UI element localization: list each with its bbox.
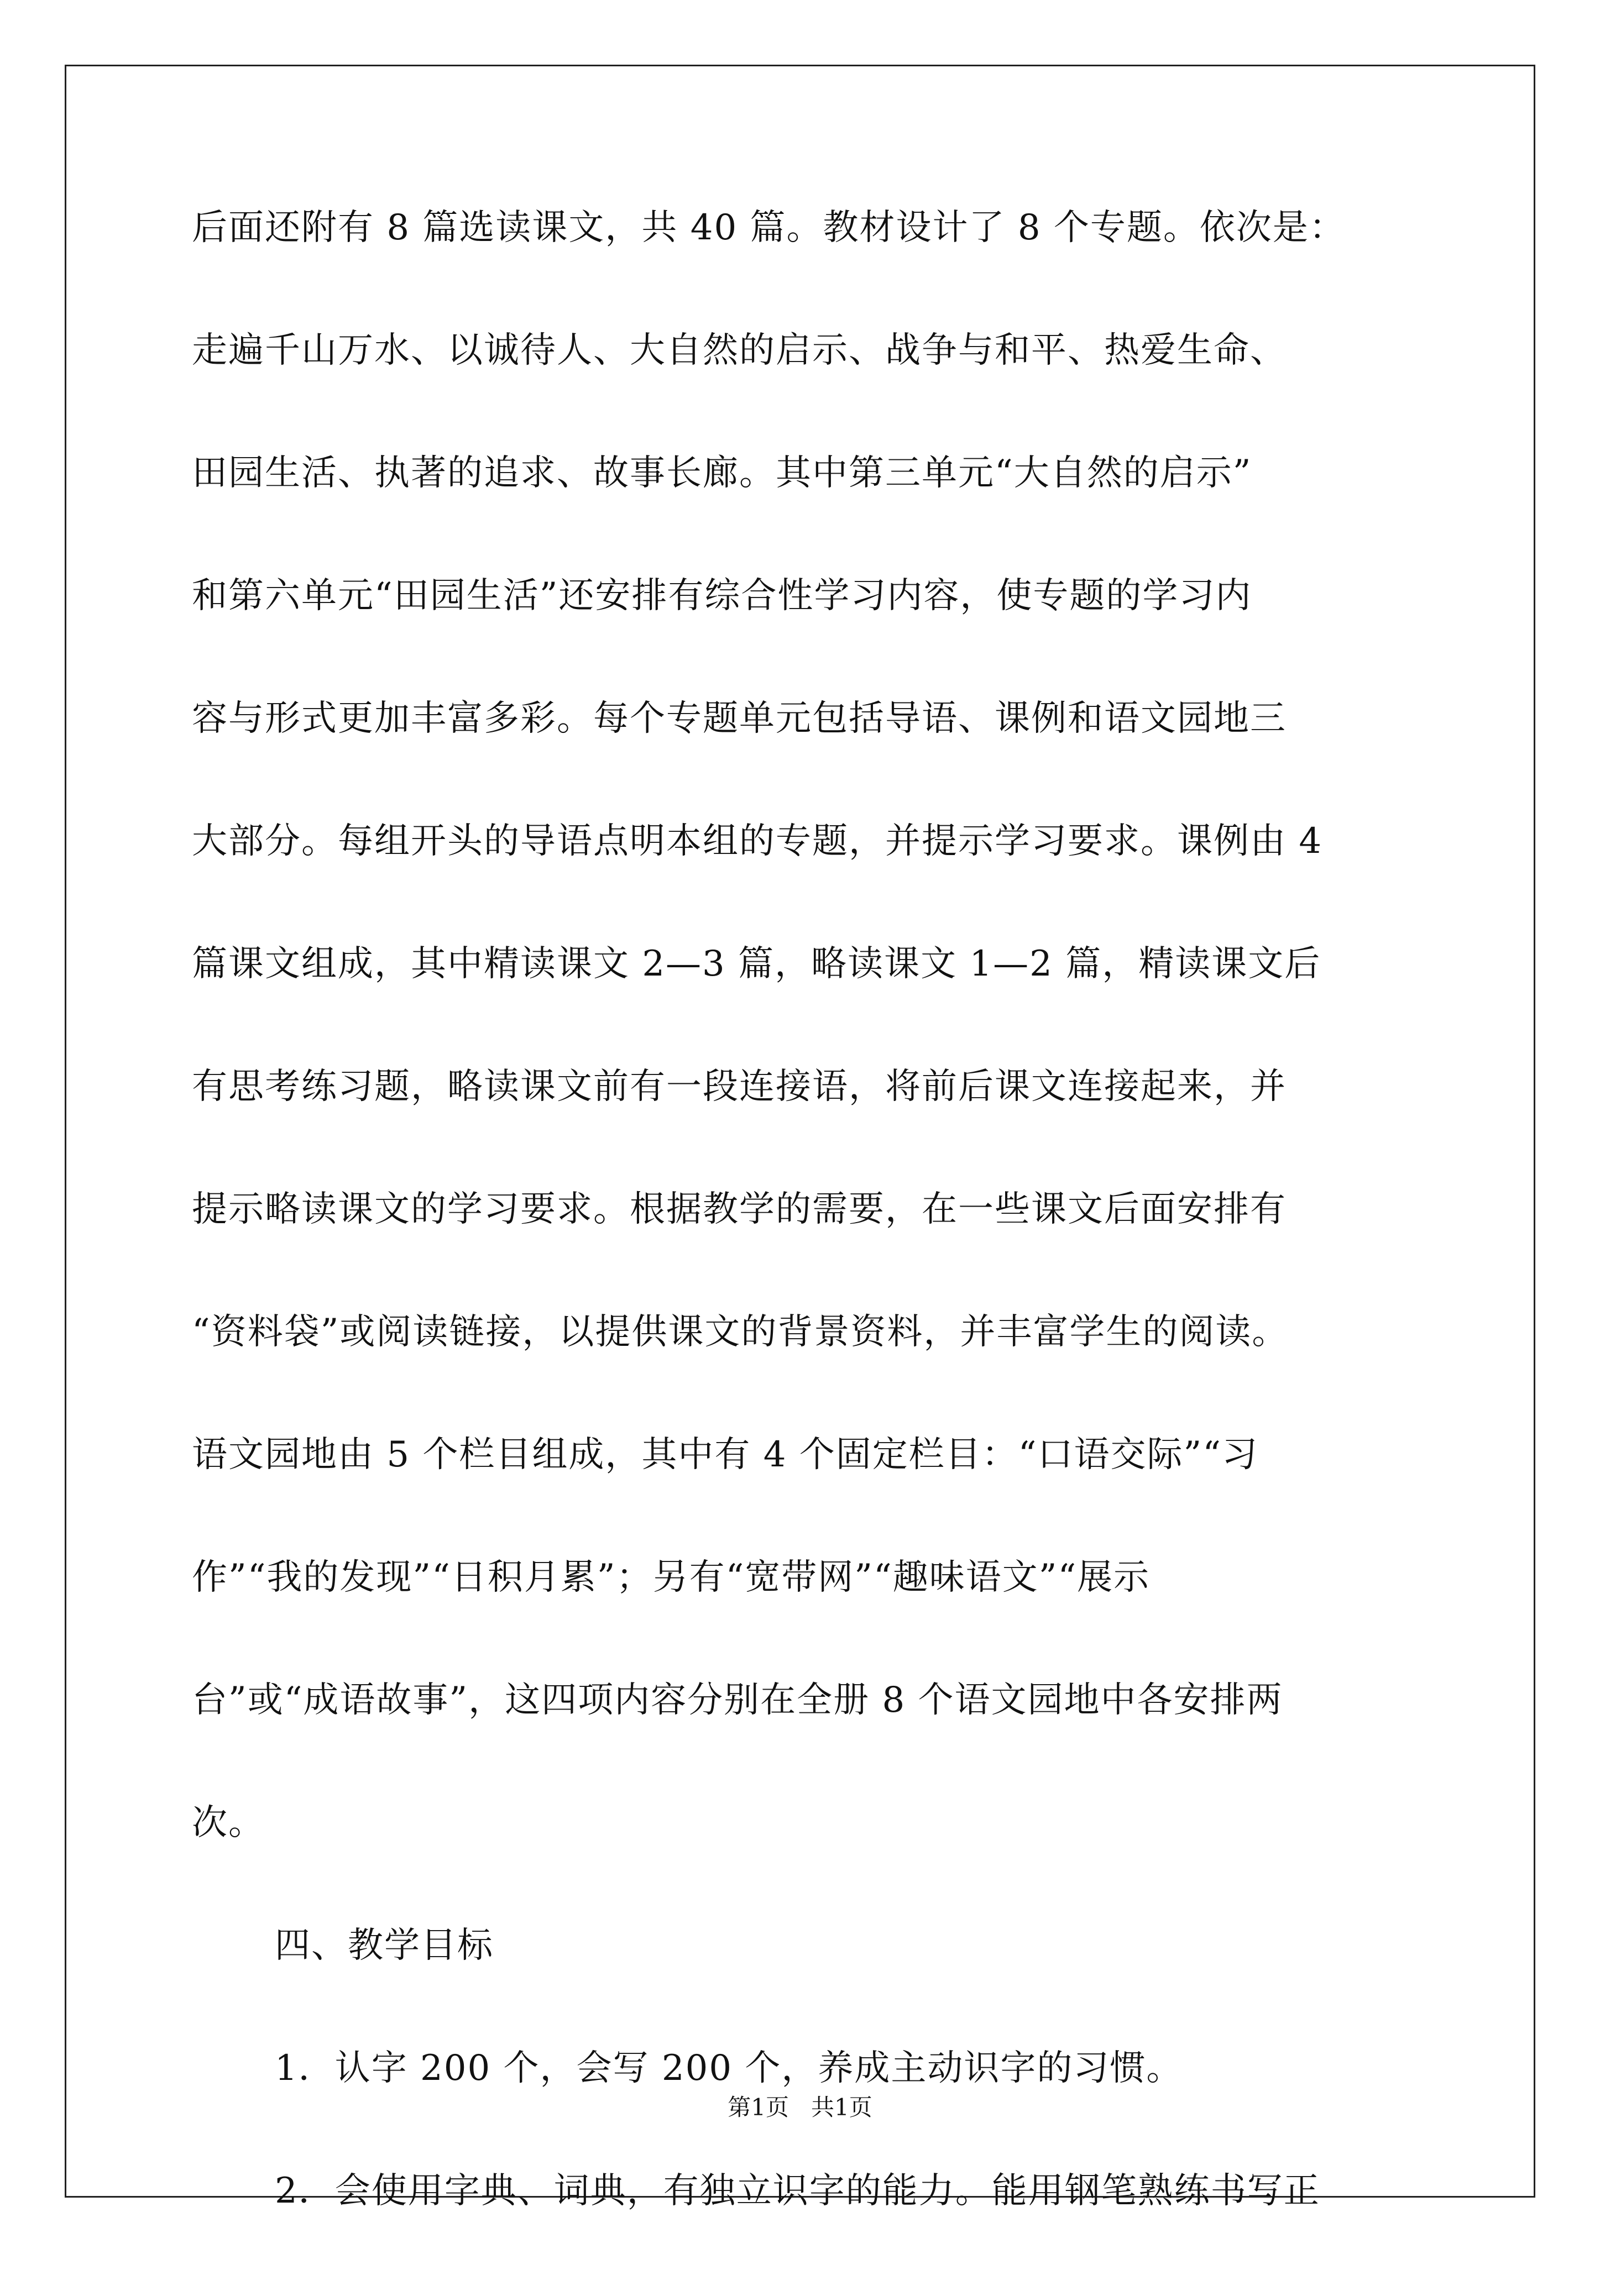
document-body [192, 207, 1425, 2296]
section-heading: 四、教学目标 [275, 1925, 494, 1966]
body-line: 有思考练习题，略读课文前有一段连接语，将前后课文连接起来，并 [192, 1066, 1287, 1107]
body-line: 语文园地由 5 个栏目组成，其中有 4 个固定栏目：“口语交际”“习 [192, 1434, 1258, 1475]
body-line: 篇课文组成，其中精读课文 2—3 篇，略读课文 1—2 篇，精读课文后 [192, 943, 1321, 984]
body-line: 提示略读课文的学习要求。根据教学的需要，在一些课文后面安排有 [192, 1189, 1287, 1230]
list-item: 2．会使用字典、词典，有独立识字的能力。能用钢笔熟练书写正 [275, 2171, 1320, 2211]
body-line: 次。 [192, 1802, 265, 1843]
body-line: 后面还附有 8 篇选读课文，共 40 篇。教材设计了 8 个专题。依次是： [192, 207, 1346, 248]
list-item: 1．认字 200 个，会写 200 个，养成主动识字的习惯。 [275, 2048, 1183, 2089]
page-footer: 第1页 共1页 [728, 2094, 872, 2121]
body-line: 和第六单元“田园生活”还安排有综合性学习内容，使专题的学习内 [192, 575, 1252, 616]
body-line: 台”或“成语故事”，这四项内容分别在全册 8 个语文园地中各安排两 [192, 1680, 1283, 1721]
body-line: 走遍千山万水、以诚待人、大自然的启示、战争与和平、热爱生命、 [192, 330, 1287, 371]
body-line: “资料袋”或阅读链接，以提供课文的背景资料，并丰富学生的阅读。 [192, 1312, 1289, 1353]
body-line: 作”“我的发现”“日积月累”；另有“宽带网”“趣味语文”“展示 [192, 1557, 1151, 1598]
body-line: 田园生活、执著的追求、故事长廊。其中第三单元“大自然的启示” [192, 453, 1252, 494]
body-line: 容与形式更加丰富多彩。每个专题单元包括导语、课例和语文园地三 [192, 698, 1287, 739]
body-line: 大部分。每组开头的导语点明本组的专题，并提示学习要求。课例由 4 [192, 821, 1323, 862]
